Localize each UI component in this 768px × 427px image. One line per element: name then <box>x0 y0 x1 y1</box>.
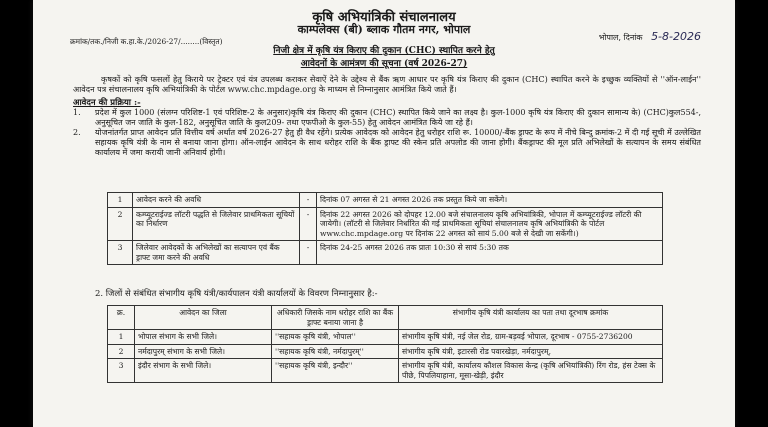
row-label: आवेदन करने की अवधि <box>133 193 300 208</box>
table-row <box>108 344 663 359</box>
row-number: 1 <box>108 330 135 345</box>
row-value: दिनांक 07 अगस्त से 21 अगस्त 2026 तक प्रस्तुत किये जा सकेंगे। <box>317 193 663 208</box>
title-line-2: आवेदनों के आमंत्रण की सूचना (वर्ष 2026-27) <box>300 59 468 69</box>
table-row <box>108 207 663 241</box>
org-name: कृषि अभियांत्रिकी संचालनालय <box>312 10 456 25</box>
table-row <box>108 193 663 208</box>
table-header-row <box>108 306 663 330</box>
district-cell: भोपाल संभाग के सभी जिले। <box>135 330 272 345</box>
row-label: जिलेवार आवेदकों के अभिलेखों का सत्यापन एवं बैंक ड्राफ्ट जमा करने की अवधि <box>133 241 300 265</box>
procedure-heading: आवेदन की प्रक्रिया :- <box>73 98 141 108</box>
table-row <box>108 359 663 383</box>
row-separator: - <box>300 241 317 265</box>
row-label: कम्प्यूटराईज्ड लॉटरी पद्धति से जिलेवार प्राथमिकता सूचियों का निर्धारण <box>133 207 300 241</box>
intro-paragraph: कृषकों को कृषि फसलों हेतु किराये पर ट्रेक्टर एवं यंत्र उपलब्ध कराकर सेवाऐं देने के उद्देश्य से बैंक ऋण आधार पर कृषि यंत्र किराए की दुकान (CHC) स्थापित करने के इच्छुक व्यक्तियों से ''ऑन-लाईन'' आवेदन पत्र संचालनालय कृषि अभियांत्रिकी के पोर्टल www.chc.mpdage.org के माध्यम से निम्नानुसार आमंत्रित किये जाते हैं। <box>73 74 701 94</box>
row-value: दिनांक 22 अगस्त 2026 को दोपहर 12.00 बजे संचालनालय कृषि अभियांत्रिकी, भोपाल में कम्प्यूटराईज्ड लॉटरी की जायेगी। (लॉटरी से जिलेवार निर्धारित की गई प्राथमिकता सूचियां संचालनालय कृषि अभियांत्रिकी के पोर्टल www.chc.mpdage.org पर दिनांक 22 अगस्त को सायं 5.00 बजे से देखी जा सकेंगी।) <box>317 207 663 241</box>
point-text: योजनांतर्गत प्राप्त आवेदन प्रति वित्तीय वर्ष अर्थात वर्ष 2026-27 हेतु ही वैध रहेंगे। प्रत्येक आवेदक को आवेदन हेतु धरोहर राशि रू. 10000/-बैंक ड्राफ्ट के रूप में नीचे बिन्दु क्रमांक-2 में दी गई सूची में उल्लेखित सहायक कृषि यंत्री के नाम से बनाया जाना होगा। ऑन-लाईन आवेदन के साथ धरोहर राशि के बैंक ड्राफ्ट की स्केन प्रति अपलोड की जाना होगी। बैंकड्राफ्ट की मूल प्रति अभिलेखों के सत्यापन के समय संबंधित कार्यालय में जमा करायी जानी अनिवार्य होगी। <box>95 128 701 157</box>
header-cell: संभागीय कृषि यंत्री कार्यालय का पता तथा दूरभाष क्रमांक <box>399 306 663 330</box>
row-number: 2 <box>108 207 133 241</box>
title-line-1: निजी क्षेत्र में कृषि यंत्र किराए की दुकान (CHC) स्थापित करने हेतु <box>273 46 495 56</box>
section-2-heading: 2. जिलों से संबंधित संभागीय कृषि यंत्री/कार्यपालन यंत्री कार्यालयों के विवरण निम्नानुसार है:- <box>95 289 378 299</box>
officer-cell: ''सहायक कृषि यंत्री, इन्दौर'' <box>272 359 399 383</box>
procedure-point <box>73 128 701 158</box>
header-cell: आवेदन का जिला <box>135 306 272 330</box>
reference-number: क्रमांक/तक./निजी क.हा.के./2026-27/........(विस्तृत) <box>70 37 223 46</box>
row-separator: - <box>300 207 317 241</box>
header-cell: क्र. <box>108 306 135 330</box>
row-value: दिनांक 24-25 अगस्त 2026 तक प्रातः 10:30 से सायं 5:30 तक <box>317 241 663 265</box>
date-line <box>599 30 701 43</box>
address-cell: संभागीय कृषि यंत्री, कार्यालय कौशल विकास केन्द्र (कृषि अभियांत्रिकी) रिंग रोड, हंस टेक्स के पीछे, पिपलियाहाना, मूसा-खेड़ी, इंदौर <box>399 359 663 383</box>
org-address: काम्पलेक्स (बी) ब्लाक गौतम नगर, भोपाल <box>297 23 471 36</box>
officer-cell: ''सहायक कृषि यंत्री, नर्मदापुरम्'' <box>272 344 399 359</box>
address-cell: संभागीय कृषि यंत्री, इटारसी रोड पवारखेड़ा, नर्मदापुरम्, <box>399 344 663 359</box>
officer-cell: ''सहायक कृषि यंत्री, भोपाल'' <box>272 330 399 345</box>
header-cell: अधिकारी जिसके नाम धरोहर राशि का बैंक ड्राफ्ट बनाया जाना है <box>272 306 399 330</box>
point-number: 2. <box>73 128 81 137</box>
district-cell: इंदौर संभाग के सभी जिले। <box>135 359 272 383</box>
procedure-points <box>73 108 701 158</box>
row-number: 3 <box>108 241 133 265</box>
handwritten-date: 5-8-2026 <box>651 30 701 43</box>
point-text: प्रदेश में कुल 1000 (संलग्न परिशिष्ट-1 एवं परिशिष्ट-2 के अनुसार)कृषि यंत्र किराए की दुकान (CHC) स्थापित किये जाने का लक्ष्य है। कुल-1000 कृषि यंत्र किराए की दुकान सामान्य के) (CHC)कुल554-, अनुसूचित जन जाति के कुल-182, अनुसूचित जाति के कुल209- तथा एफपीओ के कुल-55) हेतु आवेदन आमंत्रित किये जा रहे हैं। <box>95 108 701 127</box>
row-number: 3 <box>108 359 135 383</box>
offices-table <box>107 305 663 383</box>
row-separator: - <box>300 193 317 208</box>
address-cell: संभागीय कृषि यंत्री, नई जेल रोड, ग्राम-बड़वई भोपाल, दूरभाष - 0755-2736200 <box>399 330 663 345</box>
notice-title <box>153 45 615 71</box>
procedure-point <box>73 108 701 128</box>
table-row <box>108 241 663 265</box>
row-number: 2 <box>108 344 135 359</box>
document-page <box>33 0 735 427</box>
table-row <box>108 330 663 345</box>
point-number: 1. <box>73 108 81 117</box>
district-cell: नर्मदापुरम् संभाग के सभी जिले। <box>135 344 272 359</box>
row-number: 1 <box>108 193 133 208</box>
date-label: भोपाल, दिनांक <box>598 33 643 42</box>
schedule-table <box>107 192 663 265</box>
